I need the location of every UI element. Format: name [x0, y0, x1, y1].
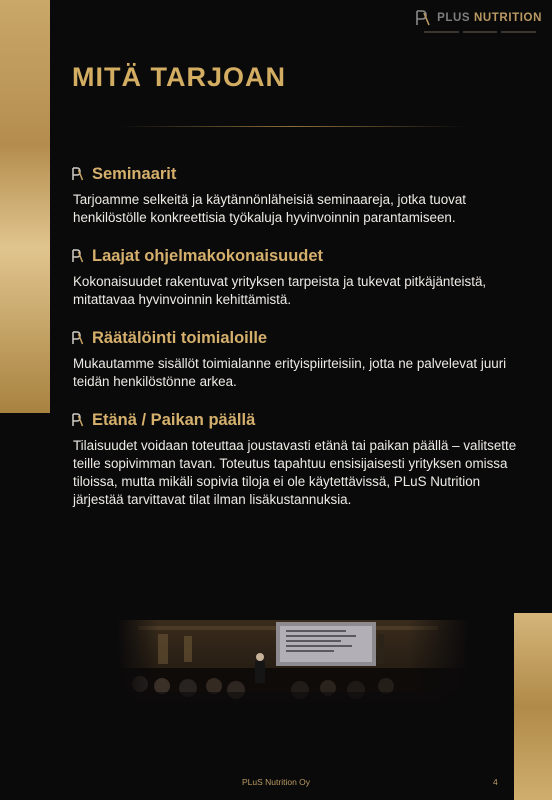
logo-bullet-icon — [71, 167, 84, 181]
page-title: MITÄ TARJOAN — [72, 62, 286, 92]
logo-wordmark — [437, 12, 542, 24]
section-ohjelmakokonaisuudet — [71, 245, 526, 309]
footer-company-name: PLuS Nutrition Oy — [241, 777, 311, 787]
title-divider — [120, 126, 465, 127]
brand-logo — [415, 7, 542, 29]
section-body: Tilaisuudet voidaan toteuttaa joustavasti etänä tai paikan päällä – valitsette teille sopivimman tavan. Toteutus tapahtuu ensisijaisesti yrityksen omissa tiloissa, mutta mikäli sopivia tiloja ei ole käytettävissä, PLuS Nutrition järjestää tarvittavat tilat ilman lisäkustannuksia. — [73, 438, 517, 507]
gold-accent-bar-right — [514, 613, 552, 800]
logo-name: NUTRITION — [473, 12, 542, 24]
section-body: Tarjoamme selkeitä ja käytännönläheisiä seminaareja, jotka tuovat henkilöstölle konkreettisia työkaluja hyvinvoinnin parantamiseen. — [73, 192, 467, 225]
seminar-photo — [118, 620, 468, 702]
section-title: Seminaarit — [92, 164, 177, 183]
section-body: Kokonaisuudet rakentuvat yrityksen tarpeista ja tukevat pitkäjänteistä, mitattavaa hyvinvoinnin kehittämistä. — [73, 274, 487, 307]
section-title: Räätälöinti toimialoille — [92, 328, 268, 347]
section-etana-paikan-paalla — [71, 409, 526, 509]
section-title: Laajat ohjelmakokonaisuudet — [92, 246, 324, 265]
section-body: Mukautamme sisällöt toimialanne erityispiirteisiin, jotta ne palvelevat juuri teidän henkilöstönne arkea. — [73, 356, 507, 389]
section-title: Etänä / Paikan päällä — [92, 410, 256, 429]
logo-tagline-lines — [424, 31, 536, 35]
page-number: 4 — [493, 777, 498, 787]
section-seminaarit — [71, 163, 526, 227]
section-raatalointi — [71, 327, 526, 391]
logo-bullet-icon — [71, 413, 84, 427]
logo-mark-icon — [415, 9, 431, 27]
logo-brand: PLUS — [437, 12, 471, 24]
logo-bullet-icon — [71, 331, 84, 345]
logo-bullet-icon — [71, 249, 84, 263]
gold-accent-bar-left — [0, 0, 50, 413]
